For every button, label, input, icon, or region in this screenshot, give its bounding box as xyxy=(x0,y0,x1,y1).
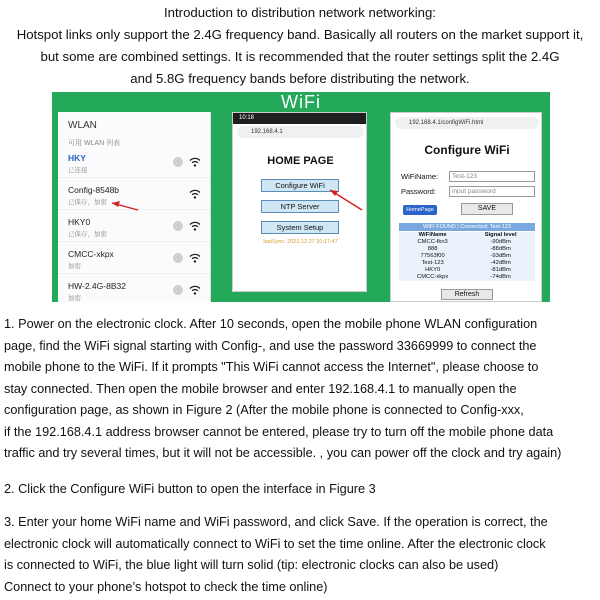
network-item[interactable] xyxy=(58,244,211,274)
network-item[interactable] xyxy=(58,148,211,178)
banner-title: WiFi xyxy=(281,92,321,112)
table-row xyxy=(399,246,535,253)
wifi-name-cell: Test-123 xyxy=(421,260,444,266)
configure-wifi-screenshot xyxy=(390,112,542,302)
step3-text xyxy=(4,512,596,598)
network-name: HKY xyxy=(68,153,86,163)
table-row xyxy=(399,239,535,246)
network-status: 加密 xyxy=(68,263,81,270)
intro-line: Introduction to distribution network networking: xyxy=(164,5,436,20)
network-name: HW-2.4G-8B32 xyxy=(68,281,126,291)
text-line: page, find the WiFi signal starting with Config-, and use the password 33669999 to connect the xyxy=(4,338,537,353)
info-icon xyxy=(173,253,183,263)
signal-cell: -42dBm xyxy=(490,260,511,266)
password-input[interactable]: input password xyxy=(449,186,535,197)
network-item[interactable] xyxy=(58,180,211,210)
text-line: mobile phone to the WiFi. If it prompts "This WiFi cannot access the Internet", please choose to xyxy=(4,360,539,374)
intro-line: and 5.8G frequency bands before distributing the network. xyxy=(130,71,470,86)
wifi-name-cell: 77563f00 xyxy=(420,253,445,259)
step2-text: 2. Click the Configure WiFi button to open the interface in Figure 3 xyxy=(4,482,376,496)
text-line: traffic and try several times, but it will not be accessible. , you can power off the clock and try again) xyxy=(4,446,562,460)
network-name: CMCC-xkpx xyxy=(68,249,114,259)
wlan-title: WLAN xyxy=(68,120,97,131)
network-status: 已保存，加密 xyxy=(68,231,107,238)
homepage-button[interactable]: HomePage xyxy=(403,205,437,215)
ntp-server-button[interactable]: NTP Server xyxy=(261,200,339,213)
info-icon xyxy=(173,157,183,167)
wifi-name-cell: CMCC-xkpx xyxy=(417,274,449,280)
table-row xyxy=(399,274,535,281)
text-line: configuration page, as shown in Figure 2 (After the mobile phone is connected to Config-xxx, xyxy=(4,403,524,417)
wlan-subtitle: 可用 WLAN 列表 xyxy=(68,140,121,147)
page-title: HOME PAGE xyxy=(267,155,334,167)
wifi-signal-icon xyxy=(189,220,201,232)
status-bar: 10:18 xyxy=(233,113,367,124)
table-header xyxy=(399,232,535,239)
network-status: 已连接 xyxy=(68,167,88,174)
info-icon xyxy=(173,285,183,295)
wifi-signal-icon xyxy=(189,156,201,168)
intro-line: but some are combined settings. It is recommended that the router settings split the 2.4G xyxy=(40,49,560,64)
signal-cell: -88dBm xyxy=(490,246,511,252)
wifi-scan-table xyxy=(399,232,535,281)
configure-wifi-button[interactable]: Configure WiFi xyxy=(261,179,339,192)
network-status: 加密 xyxy=(68,295,81,302)
page-title: Configure WiFi xyxy=(424,143,510,157)
text-line: 1. Power on the electronic clock. After 10 seconds, open the mobile phone WLAN configuration xyxy=(4,317,538,331)
wlan-list-screenshot xyxy=(58,112,211,302)
text-line: stay connected. Then open the mobile browser and enter 192.168.4.1 to manually open the xyxy=(4,381,517,396)
wifi-name-cell: CMCC-fkn3 xyxy=(417,239,448,245)
wifi-signal-icon xyxy=(189,252,201,264)
network-name: HKY0 xyxy=(68,217,91,227)
system-setup-button[interactable]: System Setup xyxy=(261,221,339,234)
table-row xyxy=(399,267,535,274)
table-row xyxy=(399,253,535,260)
text-line: Connect to your phone’s hotspot to check the time online) xyxy=(4,579,328,594)
column-header: WiFiName xyxy=(418,232,447,238)
address-bar[interactable]: 192.168.4.1/configWiFi.html xyxy=(395,117,539,129)
signal-cell: -93dBm xyxy=(490,253,511,259)
wifi-signal-icon xyxy=(189,188,201,200)
info-icon xyxy=(173,221,183,231)
network-name: Config-8548b xyxy=(68,185,120,195)
intro-line: Hotspot links only support the 2.4G frequency band. Basically all routers on the market support it, xyxy=(16,27,584,42)
wifi-name-cell: 888 xyxy=(427,246,438,252)
wifi-figure-banner xyxy=(52,92,550,302)
step1-text xyxy=(4,314,596,465)
wifi-name-label: WiFiName: xyxy=(401,172,439,181)
signal-cell: -90dBm xyxy=(490,239,511,245)
wifi-name-cell: HKY0 xyxy=(425,267,441,273)
password-label: Password: xyxy=(401,187,437,196)
text-line: 3. Enter your home WiFi name and WiFi password, and click Save. If the operation is correct, the xyxy=(4,515,548,529)
signal-cell: -81dBm xyxy=(490,267,511,273)
network-item[interactable] xyxy=(58,276,211,302)
refresh-button[interactable]: Refresh xyxy=(441,289,493,300)
wifi-name-input[interactable]: Test-123 xyxy=(449,171,535,182)
address-bar[interactable]: 192.168.4.1 xyxy=(237,126,364,138)
wifi-signal-icon xyxy=(189,284,201,296)
home-page-screenshot xyxy=(232,112,367,292)
text-line: is connected to WiFi, the blue light will turn solid (tip: electronic clocks can also be used) xyxy=(4,558,499,572)
intro-text xyxy=(0,2,600,90)
wifi-found-banner: WIFI FOUND | Connected: Test-123 xyxy=(399,223,535,231)
table-row xyxy=(399,260,535,267)
network-status: 已保存，加密 xyxy=(68,199,107,206)
column-header: Signal level xyxy=(484,232,517,238)
text-line: electronic clock will automatically connect to WiFi to set the time online. After the electronic clock xyxy=(4,536,546,551)
save-button[interactable]: SAVE xyxy=(461,203,513,215)
network-item[interactable] xyxy=(58,212,211,242)
last-sync-text: lastSync: 2022.12.27 10:17:47 xyxy=(263,239,338,245)
text-line: if the 192.168.4.1 address browser cannot be entered, please try to turn off the mobile phone data xyxy=(4,424,554,439)
signal-cell: -74dBm xyxy=(490,274,511,280)
